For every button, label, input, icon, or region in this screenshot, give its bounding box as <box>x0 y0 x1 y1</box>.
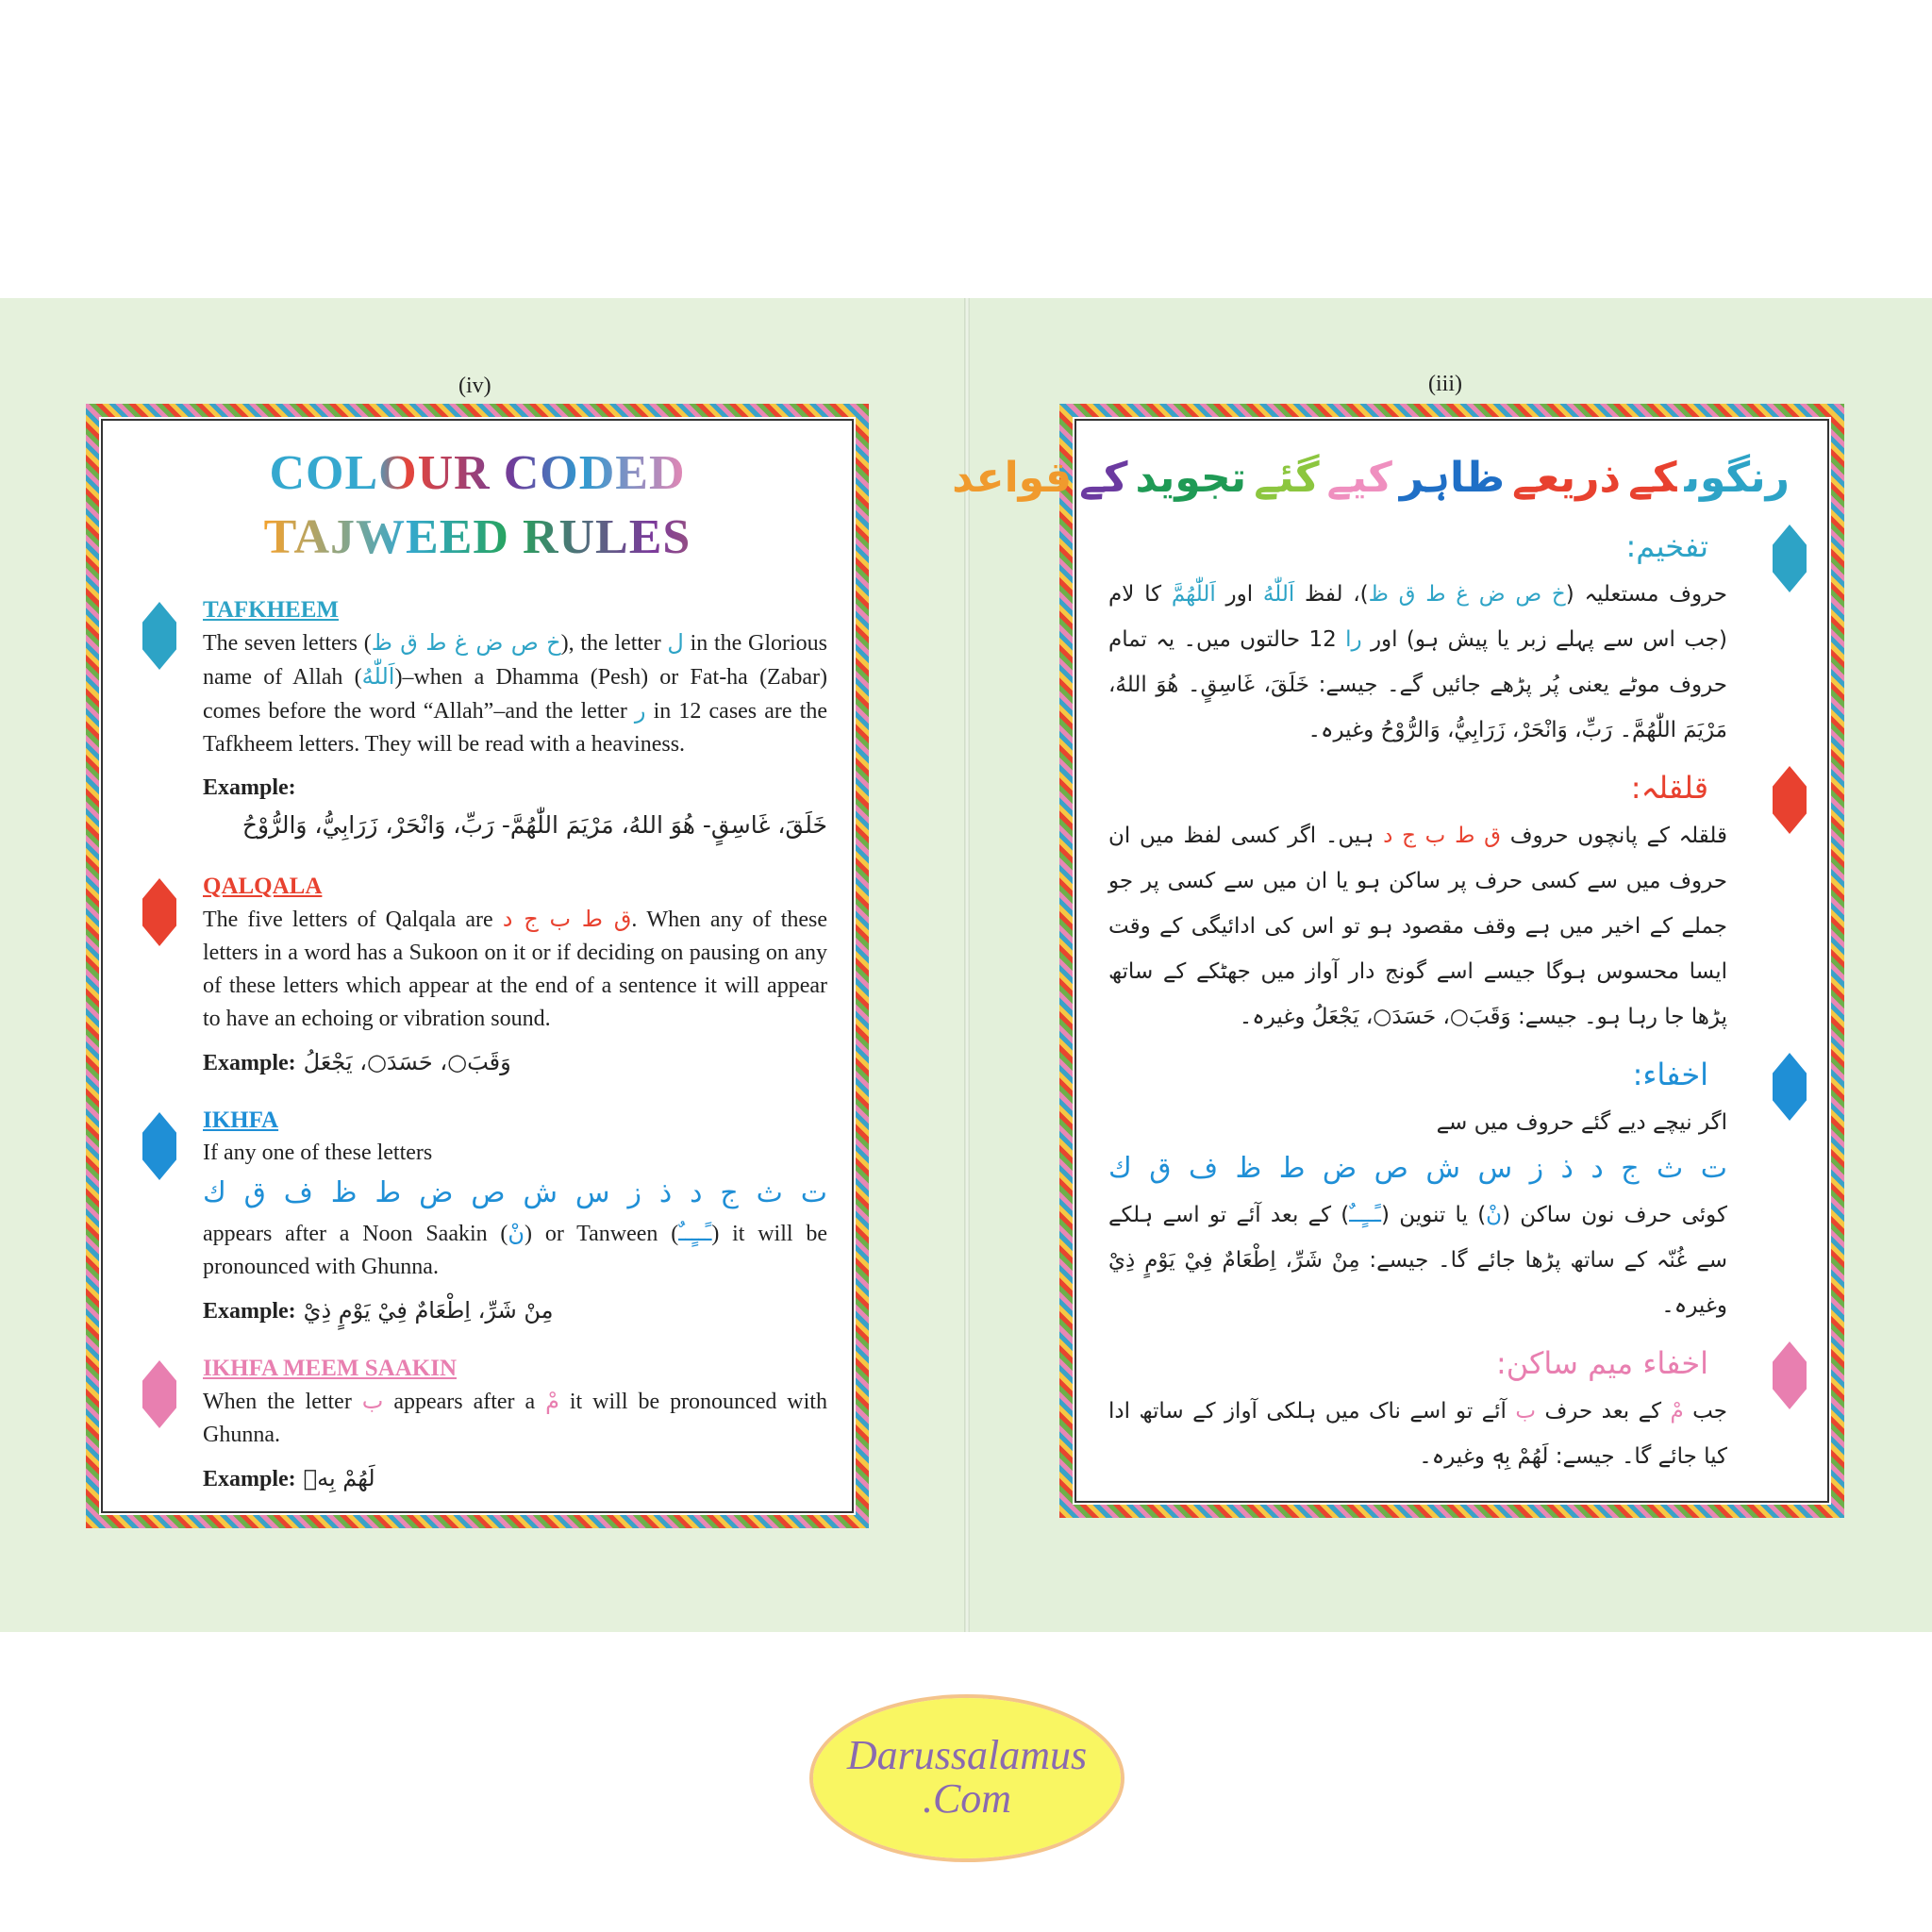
text-run: . When any of these letters in a word has a Sukoon on it or if deciding on pausing on any of these letters which appear at the end of a sentence it will appear to have an echoing or vibration sound. <box>203 908 828 1031</box>
colored-letters: اَللّٰهُ <box>1262 582 1295 607</box>
text-run: appears after a Noon Saakin ( <box>203 1222 508 1246</box>
section-heading: IKHFA <box>203 1108 279 1133</box>
tafkheem-diamond-icon <box>142 602 176 670</box>
text-run: in the Glorious name of Allah ( <box>203 631 827 690</box>
title-word: تجوید <box>1135 454 1247 502</box>
page-number-left: (iv) <box>458 374 491 398</box>
urdu-section-diamond-icon <box>1773 525 1807 592</box>
text-run: )، لفظ <box>1294 582 1369 607</box>
colored-letters: ـًــٍــٌ <box>678 1220 712 1246</box>
urdu-section-diamond-icon <box>1773 1341 1807 1409</box>
colored-letters: ق ط ب ج د <box>1383 824 1501 848</box>
urdu-section <box>1108 1338 1727 1479</box>
title-word: ذریعے <box>1512 454 1622 502</box>
ikhfa-intro: If any one of these letters <box>203 1141 433 1165</box>
text-run: ہیں۔ اگر کسی لفظ میں ان حروف میں سے کسی حرف پر ساکن ہو یا ان میں سے کسی پر جو جملے کے اخیر میں ہے وقف مقصود ہو تو اس کی ادائیگی کے وقت ایسا محسوس ہوگا جیسے اسے گونج دار آواز میں جھٹکے کے ساتھ پڑھا جا رہا ہو۔ جیسے: وَقَبَ○، حَسَدَ○، يَجْعَلُ وغیرہ۔ <box>1108 824 1727 1029</box>
colored-letters: اَللّٰهُ <box>361 663 395 690</box>
watermark <box>813 1698 1121 1858</box>
example-label-text: Example: <box>203 1299 296 1324</box>
urdu-section <box>1108 521 1727 753</box>
section-paragraph <box>203 1385 827 1452</box>
title-word: کیے <box>1326 454 1392 502</box>
urdu-section-heading: اخفاء: <box>1632 1057 1708 1092</box>
title-word: قواعد <box>952 454 1073 502</box>
text-run: کا لام (جب اس سے پہلے زبر یا پیش ہو) اور <box>1108 582 1727 652</box>
section-heading: QALQALA <box>203 874 323 899</box>
title-word: رنگوں <box>1684 454 1790 502</box>
text-run: 12 حالتوں میں۔ یہ تمام حروف موٹے یعنی پُر پڑھے جائیں گے۔ جیسے: <box>1108 627 1727 697</box>
colored-letters: خ ص ض غ ط ق ظ <box>371 629 561 656</box>
title-word: ظاہر <box>1399 454 1506 502</box>
text-run: ) کے بعد آئے تو اسے ہلکے سے غُنّہ کے ساتھ پڑھا جائے گا۔ جیسے: مِنْ شَرِّ، اِطْعَامٌ فِيْ يَوْمٍ ذِيْ وغیرہ۔ <box>1108 1203 1727 1318</box>
text-run: آئے تو اسے ناک میں ہلکی آواز کے ساتھ ادا کیا جائے گا۔ جیسے: لَهُمْ بِهٖ وغیرہ۔ <box>1108 1399 1727 1469</box>
example-label <box>203 1461 827 1496</box>
section-paragraph <box>203 903 827 1036</box>
text-run: جب <box>1683 1399 1727 1424</box>
section-paragraph <box>203 1217 827 1284</box>
example-label <box>203 1045 827 1080</box>
example-label-text: Example: <box>203 775 296 800</box>
colored-letters: خ ص ض غ ط ق ظ <box>1368 582 1566 607</box>
urdu-section-diamond-icon <box>1773 766 1807 834</box>
colored-letters: ـًــٍــٌ <box>1349 1203 1381 1227</box>
tafkheem-section <box>203 594 827 846</box>
example-arabic: وَقَبَ○، حَسَدَ○، يَجْعَلُ <box>303 1049 511 1075</box>
urdu-section-paragraph <box>1108 1192 1727 1328</box>
urdu-section <box>1108 1049 1727 1328</box>
text-run: The seven letters ( <box>203 631 372 656</box>
colored-letters: را <box>1345 627 1362 652</box>
urdu-ikhfa-letters: ت ث ج د ذ ز س ش ص ض ط ظ ف ق ك <box>1108 1152 1727 1185</box>
text-run: قلقلہ کے پانچوں حروف <box>1500 824 1727 848</box>
urdu-section-paragraph <box>1108 1389 1727 1479</box>
text-run: it will be pronounced with Ghunna. <box>203 1390 827 1447</box>
title-word: کے <box>1079 454 1128 502</box>
example-label-text: Example: <box>203 1467 296 1491</box>
ikhfa-letters: ت ث ج د ذ ز س ش ص ض ط ظ ف ق ك <box>203 1176 827 1209</box>
example-arabic: خَلَقَ، غَاسِقٍ- هُوَ اللهُ، مَرْيَمَ اللّٰهُمَّ- رَبِّ، وَانْحَرْ، زَرَابِيُّ، وَالرُّوْحُ <box>242 811 827 839</box>
title-word: کے <box>1628 454 1677 502</box>
example-label <box>203 1293 827 1328</box>
section-heading: IKHFA MEEM SAAKIN <box>203 1356 457 1381</box>
section-paragraph <box>203 626 827 761</box>
left-page-frame <box>86 404 869 1528</box>
title-word: گئے <box>1254 454 1320 502</box>
example-arabic: لَهُمْ بِهٖ <box>303 1465 375 1491</box>
urdu-section-paragraph <box>1108 572 1727 753</box>
ikhfa-diamond-icon <box>142 1112 176 1180</box>
text-run: in 12 cases are the Tafkheem letters. They will be read with a heaviness. <box>203 699 827 757</box>
text-run: وغیرہ۔ <box>1307 718 1381 742</box>
urdu-section-heading: تفخیم: <box>1625 528 1708 564</box>
page-number-right: (iii) <box>1428 372 1462 396</box>
text-run: ), the letter <box>560 631 668 656</box>
qalqala-diamond-icon <box>142 878 176 946</box>
colored-letters: نْ <box>508 1220 525 1246</box>
example-arabic: مِنْ شَرِّ، اِطْعَامٌ فِيْ يَوْمٍ ذِيْ <box>303 1297 554 1324</box>
watermark-line-2: .Com <box>922 1775 1012 1822</box>
urdu-section <box>1108 762 1727 1040</box>
urdu-ikhfa-intro: اگر نیچے دیے گئے حروف میں سے <box>1436 1110 1727 1135</box>
right-page-frame <box>952 404 1844 1518</box>
ikhfa-meem-saakin-diamond-icon <box>142 1360 176 1428</box>
watermark-line-1: Darussalamus <box>846 1732 1088 1778</box>
urdu-title <box>952 445 1793 511</box>
text-run: حروف مستعلیہ ( <box>1565 582 1728 607</box>
urdu-section-diamond-icon <box>1773 1053 1807 1121</box>
colored-letters: ب <box>1515 1399 1537 1424</box>
colored-letters: ر <box>634 697 646 724</box>
text-run: ) یا تنوین ( <box>1381 1203 1487 1227</box>
colored-letters: ق ط ب ج د <box>502 906 632 932</box>
qalqala-section <box>203 871 827 1080</box>
text-run: The five letters of Qalqala are <box>203 908 503 932</box>
text-run: appears after a <box>383 1390 546 1414</box>
text-run: اور <box>1215 582 1263 607</box>
ikhfa-section <box>203 1105 827 1328</box>
colored-letters: ل <box>667 629 684 656</box>
text-run: ) it will be pronounced with Ghunna. <box>203 1222 827 1279</box>
text-run: کے بعد حرف <box>1536 1399 1671 1424</box>
title-line-1: COLOUR CODED <box>127 441 827 506</box>
colored-letters: مْ <box>1670 1399 1684 1424</box>
text-run: کوئی حرف نون ساکن ( <box>1502 1203 1728 1227</box>
colored-letters: ب <box>361 1388 384 1414</box>
colored-letters: اَللّٰهُمَّ <box>1171 582 1216 607</box>
ikhfa-meem-saakin-section <box>203 1353 827 1496</box>
urdu-section-heading: قلقلہ: <box>1630 770 1708 806</box>
section-heading: TAFKHEEM <box>203 597 339 623</box>
text-run: ) or Tanween ( <box>525 1222 679 1246</box>
text-run: خَلَقَ، غَاسِقٍ۔ هُوَ اللهُ، مَرْيَمَ اللّٰهُمَّ۔ رَبِّ، وَانْحَرْ، زَرَابِيُّ، وَالرُّوْحُ <box>1108 673 1727 742</box>
title-line-2: TAJWEED RULES <box>127 506 827 570</box>
colored-letters: نْ <box>1486 1203 1503 1227</box>
colored-letters: مْ <box>545 1388 559 1414</box>
urdu-section-heading: اخفاء میم ساکن: <box>1495 1345 1708 1381</box>
urdu-section-paragraph <box>1108 813 1727 1040</box>
example-label-text: Example: <box>203 1051 296 1075</box>
example-label <box>203 771 827 805</box>
text-run: )–when a Dhamma (Pesh) or Fat-ha (Zabar) comes before the word “Allah”–and the letter <box>203 665 828 724</box>
text-run: When the letter <box>203 1390 362 1414</box>
